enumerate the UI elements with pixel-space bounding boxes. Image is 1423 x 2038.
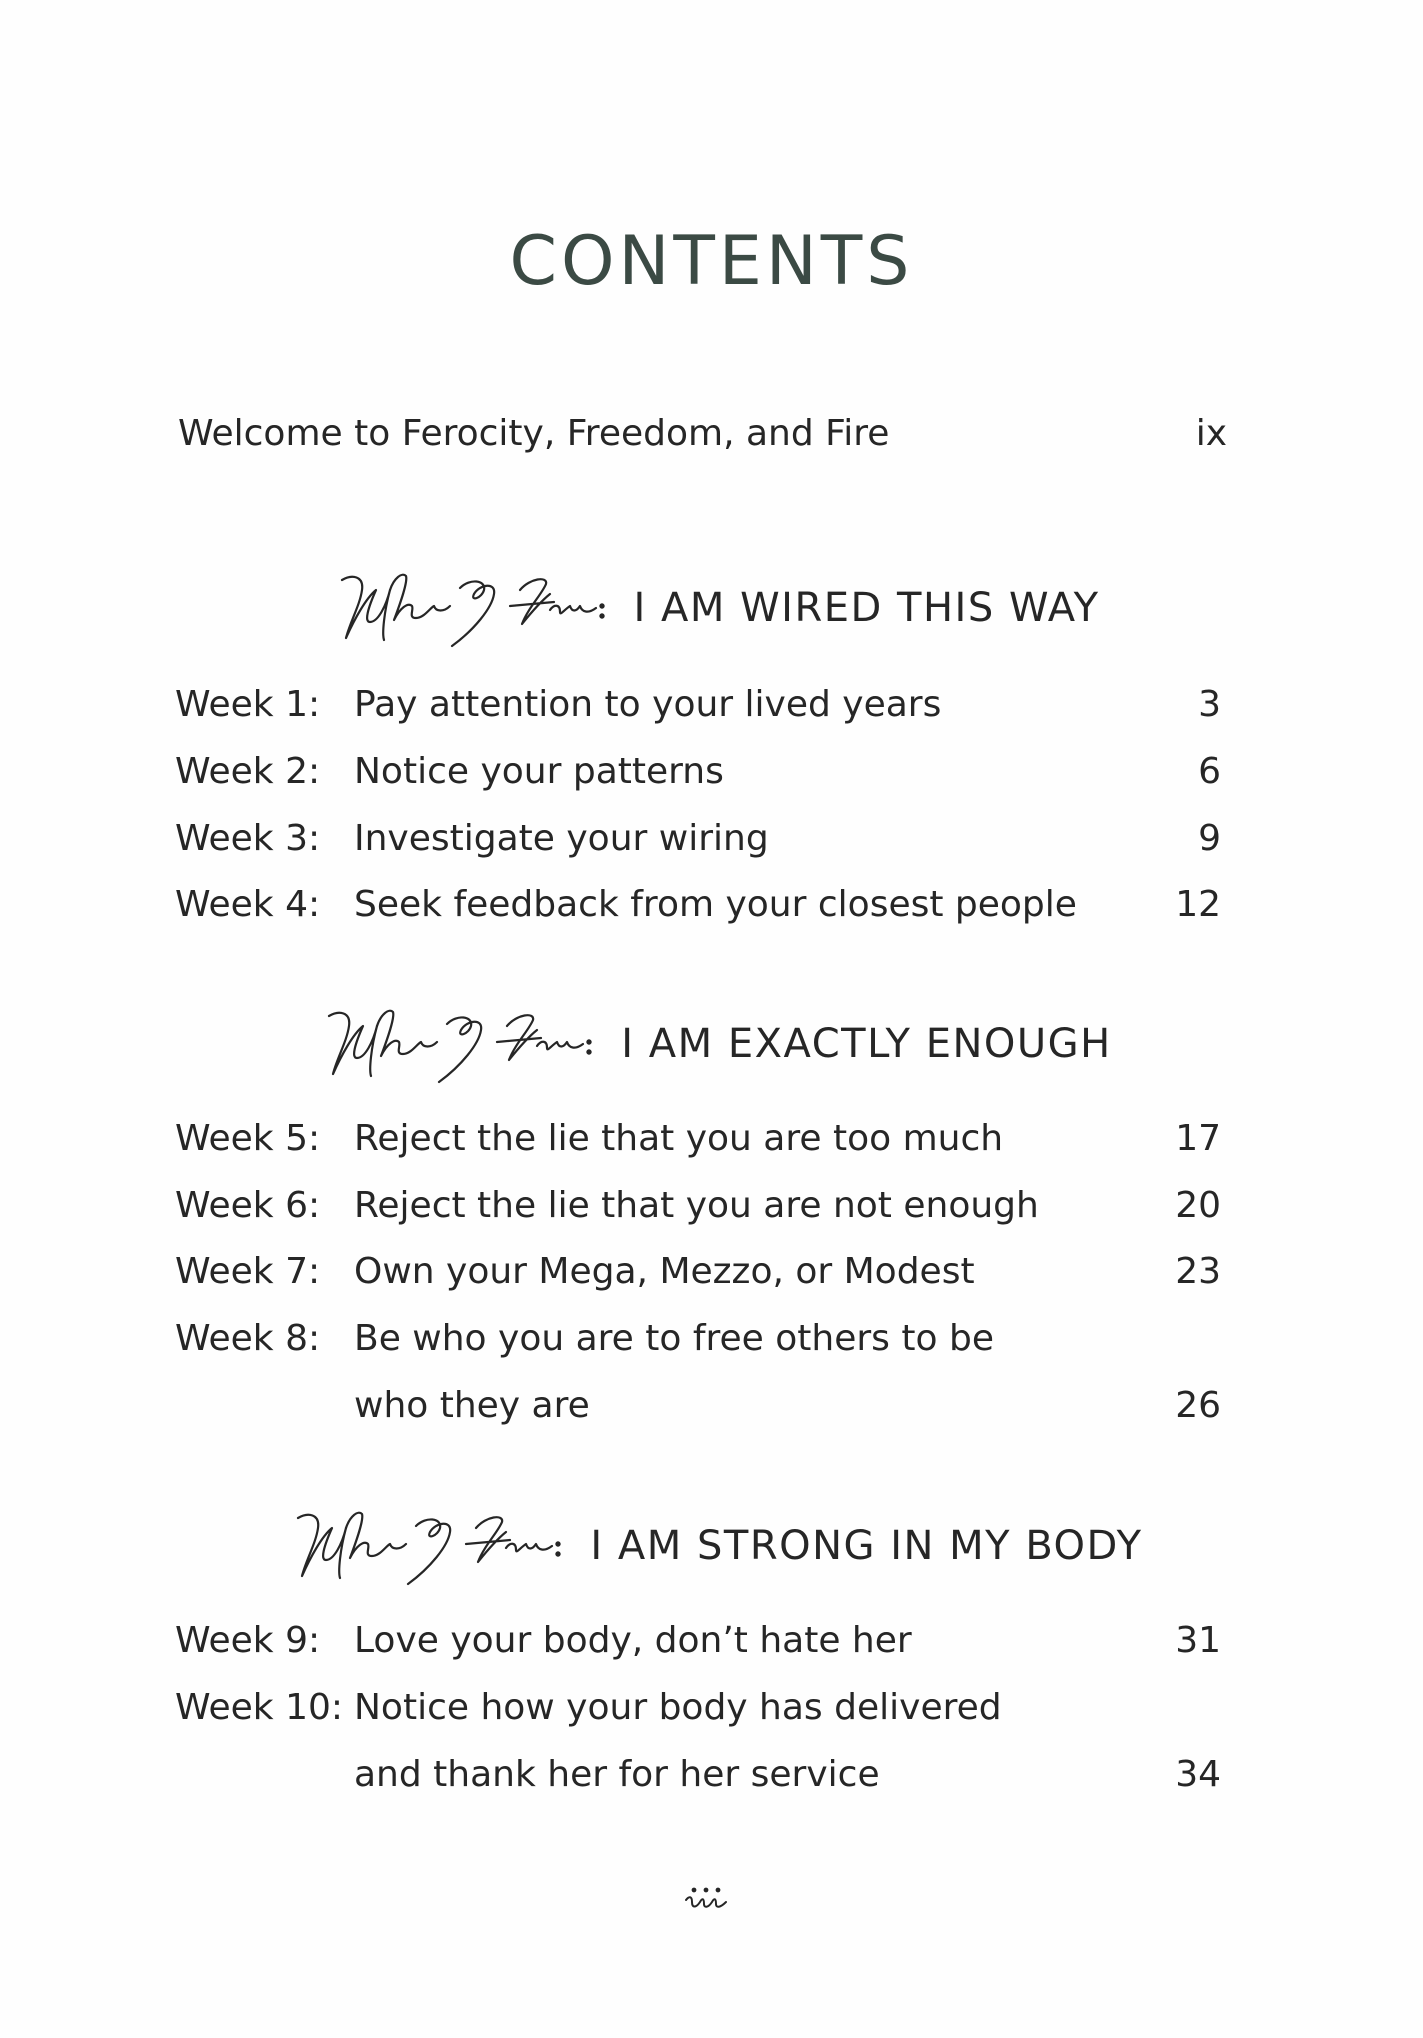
toc-entry xyxy=(0,1686,1423,1730)
section-header-2 xyxy=(0,996,1423,1086)
toc-entry-week: Week 1: xyxy=(175,684,321,725)
toc-entry xyxy=(0,1117,1423,1161)
page-folio xyxy=(0,1880,1423,1924)
section-heading: I AM EXACTLY ENOUGH xyxy=(621,1021,1112,1067)
toc-entry-week: Week 3: xyxy=(175,818,321,859)
toc-entry-title-cont: and thank her for her service xyxy=(354,1754,880,1795)
toc-entry-page: 23 xyxy=(1175,1251,1221,1292)
toc-entry-continuation xyxy=(0,1753,1423,1797)
toc-entry xyxy=(0,683,1423,727)
toc-entry-title: Reject the lie that you are too much xyxy=(354,1118,1004,1159)
toc-entry xyxy=(0,817,1423,861)
page-title: CONTENTS xyxy=(509,222,914,301)
toc-entry xyxy=(0,750,1423,794)
toc-entry-page: 20 xyxy=(1175,1185,1221,1226)
toc-entry-week: Week 7: xyxy=(175,1251,321,1292)
toc-entry-title: Be who you are to free others to be xyxy=(354,1318,994,1359)
toc-entry xyxy=(0,1619,1423,1663)
toc-entry-page: 12 xyxy=(1175,884,1221,925)
toc-entry-week: Week 6: xyxy=(175,1185,321,1226)
toc-entry-week: Week 9: xyxy=(175,1620,321,1661)
toc-entry-page: 3 xyxy=(1198,684,1221,725)
toc-entry-title-cont: who they are xyxy=(354,1385,590,1426)
toc-entry-week: Week 5: xyxy=(175,1118,321,1159)
toc-entry-page: 34 xyxy=(1175,1754,1221,1795)
toc-entry xyxy=(0,1250,1423,1294)
script-who-i-am-icon xyxy=(324,560,624,650)
toc-entry-week: Week 8: xyxy=(175,1318,321,1359)
section-header-1 xyxy=(0,560,1423,650)
toc-entry-page: 6 xyxy=(1198,751,1221,792)
toc-entry-title: Own your Mega, Mezzo, or Modest xyxy=(354,1251,975,1292)
toc-entry-title: Notice how your body has delivered xyxy=(354,1687,1002,1728)
script-who-i-am-icon xyxy=(311,996,611,1086)
toc-entry-week: Week 2: xyxy=(175,751,321,792)
folio-script-numeral-icon xyxy=(680,1880,744,1920)
toc-entry-title: Notice your patterns xyxy=(354,751,724,792)
toc-entry-week: Week 10: xyxy=(175,1687,344,1728)
toc-entry xyxy=(0,883,1423,927)
section-heading: I AM WIRED THIS WAY xyxy=(633,585,1100,631)
section-header-3 xyxy=(0,1498,1423,1588)
toc-entry-continuation xyxy=(0,1384,1423,1428)
toc-entry-page: 9 xyxy=(1198,818,1221,859)
toc-entry-week: Week 4: xyxy=(175,884,321,925)
section-heading: I AM STRONG IN MY BODY xyxy=(590,1523,1143,1569)
toc-entry-title: Pay attention to your lived years xyxy=(354,684,942,725)
toc-entry-title: Reject the lie that you are not enough xyxy=(354,1185,1039,1226)
toc-intro-title: Welcome to Ferocity, Freedom, and Fire xyxy=(178,413,890,454)
toc-entry-page: 26 xyxy=(1175,1385,1221,1426)
toc-entry-title: Investigate your wiring xyxy=(354,818,769,859)
toc-entry-page: 17 xyxy=(1175,1118,1221,1159)
toc-entry-title: Seek feedback from your closest people xyxy=(354,884,1077,925)
toc-entry-page: 31 xyxy=(1175,1620,1221,1661)
toc-entry-title: Love your body, don’t hate her xyxy=(354,1620,912,1661)
toc-entry xyxy=(0,1317,1423,1361)
toc-intro-page: ix xyxy=(1195,413,1227,454)
script-who-i-am-icon xyxy=(280,1498,580,1588)
toc-entry xyxy=(0,1184,1423,1228)
